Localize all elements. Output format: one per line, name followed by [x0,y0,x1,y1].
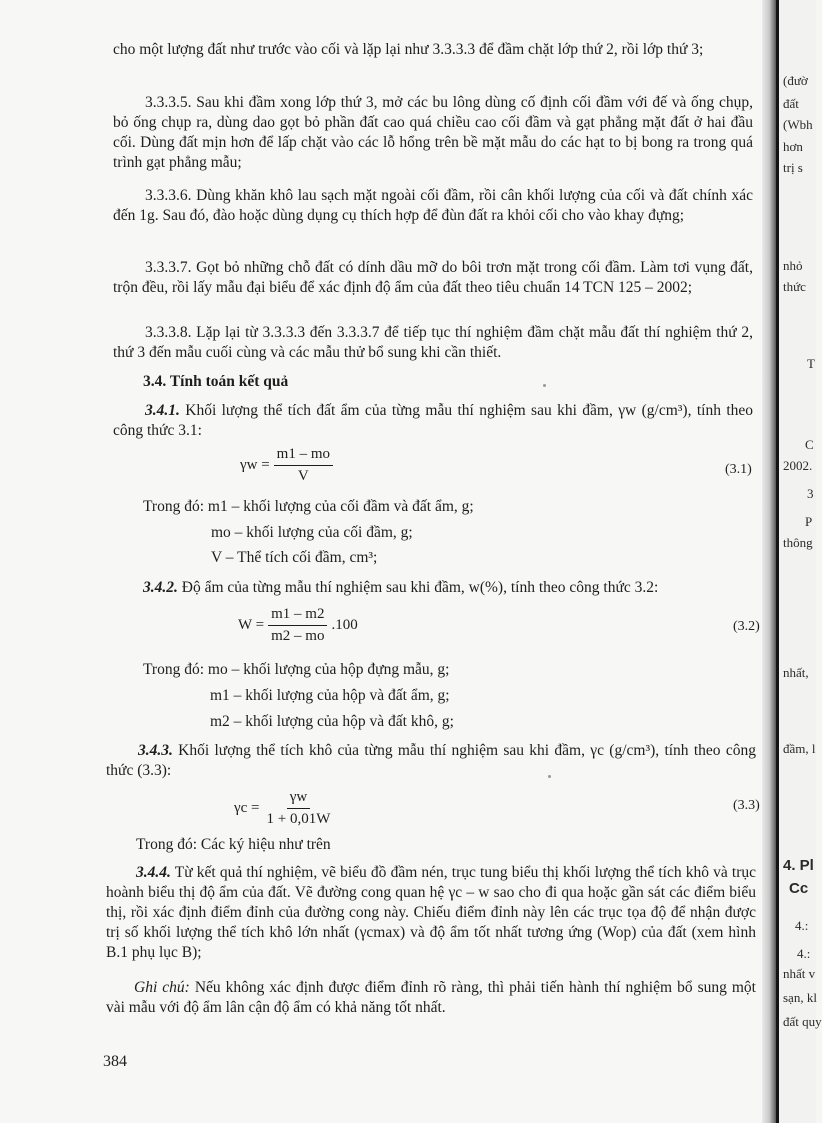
clause-number-3-4-3: 3.4.3. [138,742,173,759]
clause-text-3-4-1: Khối lượng thể tích đất ẩm của từng mẫu thí nghiệm sau khi đầm, γw (g/cm³), tính theo công thức 3.1: [113,402,753,439]
where-line-3-1-a: Trong đó: m1 – khối lượng của cối đầm và đất ẩm, g; [143,498,474,515]
paragraph-3-3-3-6: 3.3.3.6. Dùng khăn khô lau sạch mặt ngoài cối đầm, rồi cân khối lượng của cối và đất chính xác đến 1g. Sau đó, đào hoặc dùng dụng cụ thích hợp để đùn đất ra khỏi cối cho vào khay đựng; [113,187,753,224]
clause-number-3-4-2: 3.4.2. [143,579,178,596]
formula-3-3-numerator: γw [287,789,310,809]
formula-3-3 [234,789,337,828]
formula-3-2-lhs: W = [238,617,265,633]
facing-page-text: (đườ [783,73,808,88]
facing-page-heading: Cc [789,880,809,897]
section-heading-3-4: 3.4. Tính toán kết quả [143,373,289,390]
facing-page-fragment [779,0,822,1123]
facing-page-text: hơn [783,139,803,154]
formula-3-1-numerator: m1 – mo [274,446,333,466]
facing-page-text: C [805,437,814,452]
facing-page-text: T [807,356,815,371]
note-text: Nếu không xác định được điểm đỉnh rõ ràng, thì phải tiến hành thí nghiệm bổ sung một vài mẫu với độ ẩm lân cận độ ẩm có khả năng tốt nhất. [106,979,756,1016]
facing-page-text: 2002. [783,458,813,473]
paragraph-3-4-3 [106,741,756,781]
formula-3-2-multiplier: .100 [331,617,358,633]
formula-3-2-numerator: m1 – m2 [268,606,327,626]
clause-text-3-4-3: Khối lượng thể tích khô của từng mẫu thí nghiệm sau khi đầm, γc (g/cm³), tính theo công thức (3.3): [106,742,756,779]
facing-page-text: 3 [807,486,814,501]
paragraph-3-3-3-8: 3.3.3.8. Lặp lại từ 3.3.3.3 đến 3.3.3.7 để tiếp tục thí nghiệm đầm chặt mẫu đất thí nghiệm thứ 2, thứ 3 đến mẫu cuối cùng và các mẫu thử bổ sung khi cần thiết. [113,324,753,361]
formula-3-1-denominator: V [297,468,309,484]
formula-3-1-fraction [274,446,333,485]
clause-number-3-4-4: 3.4.4. [136,864,171,881]
scan-speck [548,775,551,778]
formula-3-2-fraction [268,606,327,645]
note-paragraph [106,978,756,1018]
paragraph-intro: cho một lượng đất như trước vào cối và lặp lại như 3.3.3.3 để đầm chặt lớp thứ 2, rồi lớp thứ 3; [113,41,704,58]
page-number: 384 [103,1053,127,1070]
note-label: Ghi chú: [134,979,190,996]
paragraph-3-3-3-7: 3.3.3.7. Gọt bỏ những chỗ đất có dính dầu mỡ do bôi trơn mặt trong cối đầm. Làm tơi vụng đất, trộn đều, rồi lấy mẫu đại biểu để xác định độ ẩm của đất theo tiêu chuẩn 14 TCN 125 – 2002; [113,259,753,296]
where-line-3-3: Trong đó: Các ký hiệu như trên [136,836,331,853]
clause-text-3-4-4: Từ kết quả thí nghiệm, vẽ biểu đồ đầm nén, trục tung biểu thị khối lượng thể tích khô và trục hoành biểu thị độ ẩm của đất. Vẽ đường cong quan hệ γc – w sao cho đi qua hoặc gần sát các điểm biểu thị, rồi xác định điểm đỉnh của đường cong này. Chiếu điểm đỉnh này lên các trục tọa độ để nhận được trị số khối lượng thể tích khô lớn nhất (γcmax) và độ ẩm tốt nhất tương ứng (Wop) của đất (xem hình B.1 phụ lục B); [106,864,756,961]
facing-page-text: 4.: [797,946,811,961]
facing-page-heading: 4. Pl [783,857,814,874]
facing-page-text: nhất, [783,665,809,680]
paragraph-3-4-1 [113,401,753,441]
facing-page-text: (Wbh [783,117,813,132]
facing-page-text: thức [783,279,806,294]
facing-page-text: đất quy [783,1014,822,1029]
formula-3-1-lhs: γw = [240,457,270,473]
where-line-3-2-b: m1 – khối lượng của hộp và đất ẩm, g; [210,687,450,704]
where-line-3-2-c: m2 – khối lượng của hộp và đất khô, g; [210,713,454,730]
where-line-3-2-a: Trong đó: mo – khối lượng của hộp đựng mẫu, g; [143,661,450,678]
facing-page-text: đất [783,96,799,111]
clause-number-3-4-1: 3.4.1. [145,402,180,419]
clause-text-3-4-2: Độ ẩm của từng mẫu thí nghiệm sau khi đầm, w(%), tính theo công thức 3.2: [177,579,659,596]
formula-3-2-denominator: m2 – mo [271,628,325,644]
equation-number-3-2: (3.2) [733,619,760,634]
facing-page-text: nhỏ [783,258,803,273]
facing-page-text: sạn, kl [783,990,817,1005]
equation-number-3-3: (3.3) [733,798,760,813]
formula-3-3-fraction [264,789,334,828]
where-line-3-1-c: V – Thể tích cối đầm, cm³; [211,549,378,566]
facing-page-text: 4.: [795,918,809,933]
equation-number-3-1: (3.1) [725,462,752,477]
facing-page-text: nhất v [783,966,816,981]
facing-page-text: P [805,514,813,529]
facing-page-text: đầm, l [783,741,816,756]
where-line-3-1-b: mo – khối lượng của cối đầm, g; [211,524,413,541]
formula-3-1 [240,446,337,485]
paragraph-3-4-4 [106,863,756,963]
paragraph-3-3-3-5: 3.3.3.5. Sau khi đầm xong lớp thứ 3, mở các bu lông dùng cố định cối đầm với đế và ống chụp, bỏ ống chụp ra, dùng dao gọt bỏ phần đất cao quá chiều cao cối đầm và gạt phẳng mặt đất ở hai đầu cối. Dùng đất mịn hơn để lấp chặt vào các lỗ hổng trên bề mặt mẫu do các hạt to bị bong ra trong quá trình gạt phẳng mẫu; [113,94,753,171]
facing-page-text: trị s [783,160,803,175]
facing-page-text: thông [783,535,813,550]
formula-3-3-lhs: γc = [234,800,260,816]
scan-speck [543,384,546,387]
paragraph-3-4-2 [143,578,658,598]
formula-3-3-denominator: 1 + 0,01W [266,811,331,827]
formula-3-2 [238,606,358,645]
